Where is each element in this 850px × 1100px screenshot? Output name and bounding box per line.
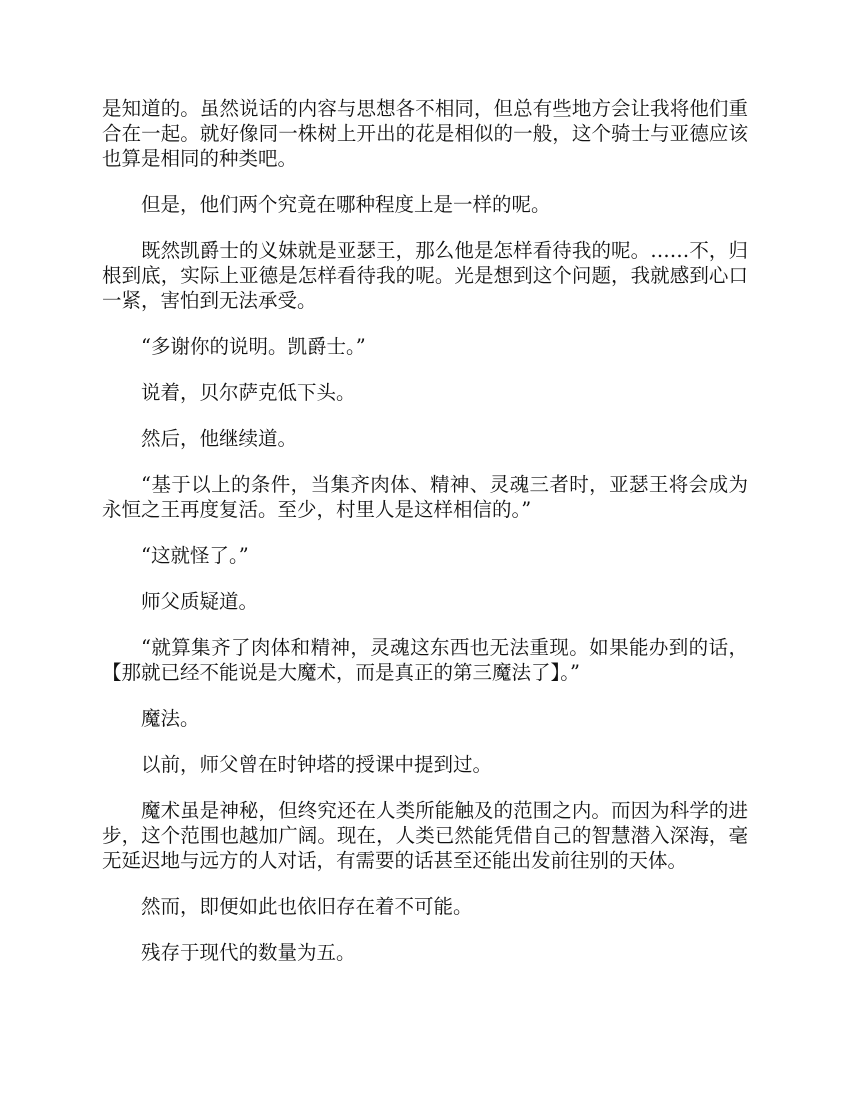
paragraph: 以前，师父曾在时钟塔的授课中提到过。 <box>141 753 493 776</box>
paragraph: 魔术虽是神秘，但终究还在人类所能触及的范围之内。而因为科学的进步，这个范围也越加广阔。现在，人类已然能凭借自己的智慧潜入深海，毫无延迟地与远方的人对话，有需要的话甚至还能出发前往别的天体。 <box>102 799 748 872</box>
dialogue-paragraph: “就算集齐了肉体和精神，灵魂这东西也无法重现。如果能办到的话，【那就已经不能说是大魔术，而是真正的第三魔法了】。” <box>102 636 748 684</box>
paragraph: 说着，贝尔萨克低下头。 <box>141 381 356 404</box>
paragraph: 然后，他继续道。 <box>141 427 298 450</box>
paragraph: 师父质疑道。 <box>141 590 259 613</box>
paragraph: 残存于现代的数量为五。 <box>141 941 356 964</box>
paragraph: 然而，即便如此也依旧存在着不可能。 <box>141 895 473 918</box>
paragraph: 魔法。 <box>141 707 200 730</box>
paragraph: 既然凯爵士的义妹就是亚瑟王，那么他是怎样看待我的呢。……不，归根到底，实际上亚德是怎样看待我的呢。光是想到这个问题，我就感到心口一紧，害怕到无法承受。 <box>102 239 748 312</box>
dialogue-paragraph: “多谢你的说明。凯爵士。” <box>141 335 366 358</box>
paragraph: 但是，他们两个究竟在哪种程度上是一样的呢。 <box>141 193 551 216</box>
document-page <box>102 96 748 986</box>
dialogue-paragraph: “这就怪了。” <box>141 544 249 567</box>
dialogue-paragraph: “基于以上的条件，当集齐肉体、精神、灵魂三者时，亚瑟王将会成为永恒之王再度复活。至少，村里人是这样相信的。” <box>102 473 748 521</box>
paragraph: 是知道的。虽然说话的内容与思想各不相同，但总有些地方会让我将他们重合在一起。就好像同一株树上开出的花是相似的一般，这个骑士与亚德应该也算是相同的种类吧。 <box>102 97 748 170</box>
